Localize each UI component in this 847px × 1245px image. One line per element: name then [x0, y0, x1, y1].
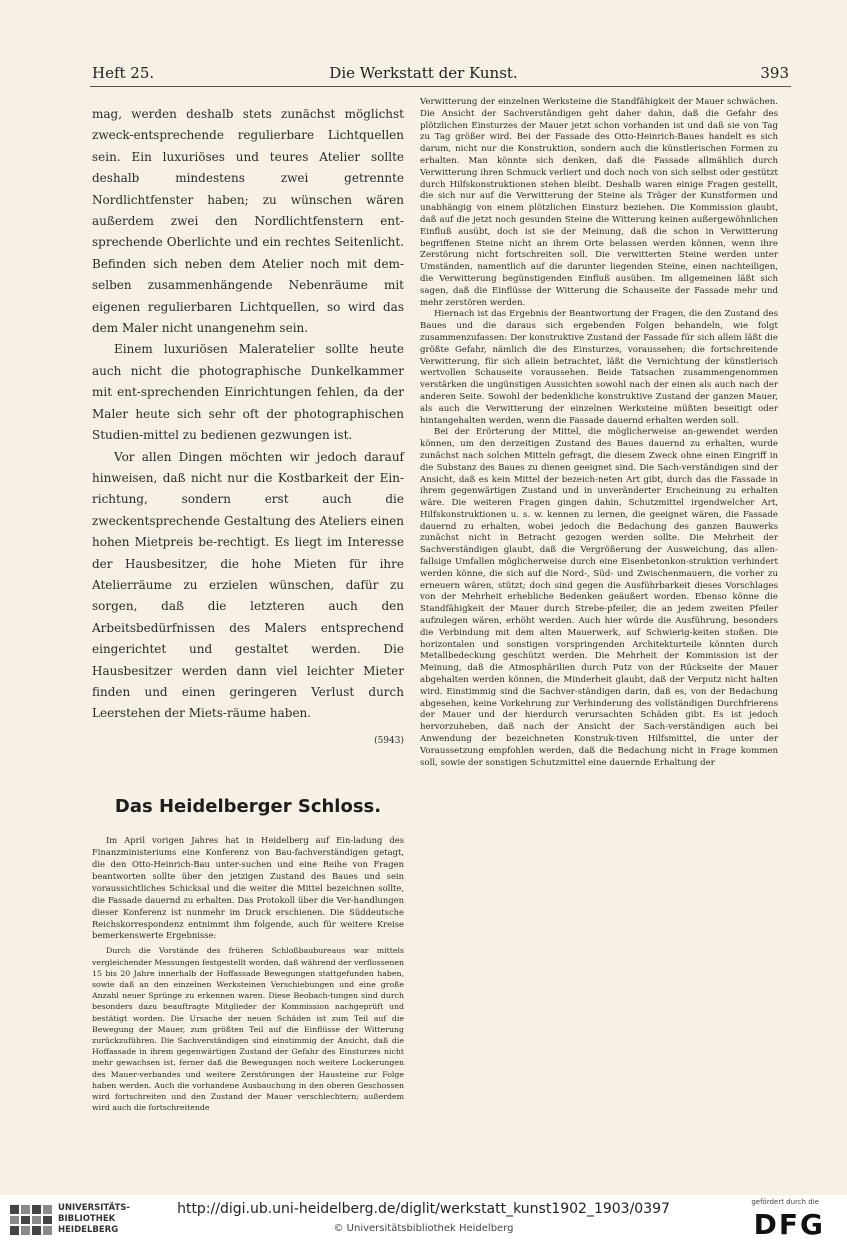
running-title: Die Werkstatt der Kunst. — [329, 64, 518, 82]
permalink[interactable]: http://digi.ub.uni-heidelberg.de/diglit/werkstatt_kunst1902_1903/0397 — [177, 1201, 670, 1217]
article-title: Das Heidelberger Schloss. — [114, 796, 382, 818]
page-number: 393 — [760, 64, 789, 82]
paragraph: Vor allen Dingen möchten wir jedoch darauf hinweisen, daß nicht nur die Kostbarkeit der Ein-richtung, sondern erst auch die zweckentsprechende Gestaltung des Ateliers einen hohen Mietpreis be-rechtigt. Es liegt im Interesse der Hausbesitzer, die hohe Mieten für ihre Atelierräume zu erzielen wünschen, dafür zu sorgen, daß die letzteren auch den Arbeitsbedürfnissen des Malers entsprechend eingerichtet und gestaltet werden. Die Hausbesitzer werden dann viel leichter Mieter finden und einen geringeren Verlust durch Leerstehen der Miets-räume haben. — [92, 449, 404, 721]
funder-label: gefördert durch die — [751, 1198, 819, 1206]
right-column — [420, 97, 778, 769]
paragraph: Verwitterung der einzelnen Werksteine die Standfähigkeit der Mauer schwächen. Die Ansicht der Sachverständigen geht daher dahin, daß die Gefahr des plötzlichen Einsturzes der Mauer jetzt schon vorhanden ist und daß sie von Tag zu Tag größer wird. Bei der Fassade des Otto-Heinrich-Baues handelt es sich darum, nicht nur die Konstruktion, sondern auch die künstlerischen Formen zu erhalten. Man könnte sich denken, daß die Fassade allmählich durch Verwitterung ihren Schmuck verliert und doch noch von sich selbst oder gestützt durch Hilfskonstruktionen stehen bleibt. Deshalb waren einige Fragen gestellt, die sich nur auf die Verwitterung der Steine als Träger der Kunstformen und unabhängig von einem plötzlichen Einsturz beziehen. Die Kommission glaubt, daß auf die jetzt noch gesunden Steine die Witterung keinen außergewöhnlichen Einfluß ausübt, doch ist sie der Meinung, daß die schon in Verwitterung begriffenen Steine nicht an ihrem Orte belassen werden können, wenn ihre Zerstörung nicht fortschreiten soll. Die verwitterten Steine werden unter Umständen, namentlich auf die darunter liegenden Steine, einen nachteiligen, die Verwitterung begünstigenden Einfluß ausüben. Im allgemeinen läßt sich sagen, daß die Einflüsse der Witterung die Schauseite der Fassade mehr und mehr zerstören werden. — [420, 97, 778, 308]
paragraph: Hiernach ist das Ergebnis der Beantwortung der Fragen, die den Zustand des Baues und die daraus sich ergebenden Folgen behandeln, wie folgt zusammenzufassen: Der konstruktive Zustand der Fassade für sich allein läßt die größte Gefahr, nämlich die des Einsturzes, voraussehen; die fortschreitende Verwitterung, für sich allein betrachtet, läßt die Vernichtung der künstlerisch wertvollen Schauseite voraussehen. Beide Tatsachen zusammengenommen verstärken die ungünstigen Aussichten sowohl nach der einen als auch nach der anderen Seite. Sowohl der bedenkliche konstruktive Zustand der ganzen Mauer, als auch die Verwitterung der einzelnen Werksteine müßten beseitigt oder hintangehalten werden, wenn die Fassade dauernd erhalten werden soll. — [420, 309, 778, 426]
paragraph: Im April vorigen Jahres hat in Heidelberg auf Ein-ladung des Finanzministeriums eine Konferenz von Bau-fachverständigen getagt, die den Otto-Heinrich-Bau unter-suchen und eine Reihe von Fragen beantworten sollte über den jetzigen Zustand des Baues und sein voraussichtliches Schicksal und die weiter die Mittel bezeichnen sollte, die Fassade dauernd zu erhalten. Das Protokoll über die Ver-handlungen dieser Konferenz ist nunmehr im Druck erschienen. Die Süddeutsche Reichskorrespondenz entnimmt ihm folgende, auch für weitere Kreise bemerkenswerte Ergebnisse: — [92, 835, 404, 941]
article-continuation — [420, 97, 778, 769]
dfg-logo: DFG — [753, 1208, 825, 1241]
copyright-notice: © Universitätsbibliothek Heidelberg — [333, 1223, 514, 1234]
paragraph: Einem luxuriösen Maleratelier sollte heute auch nicht die photographische Dunkelkammer mit ent-sprechenden Einrichtungen fehlen, da der Maler heute sich sehr oft der photographischen Studien-mittel zu bedienen gezwungen ist. — [92, 342, 404, 443]
article-intro — [92, 835, 404, 942]
atelier-article-end — [92, 104, 404, 746]
header-rule — [90, 86, 791, 87]
paragraph: Bei der Erörterung der Mittel, die möglicherweise an-gewendet werden können, um den derzeitigen Zustand des Baues dauernd zu erhalten, wurde zunächst nach solchen Mitteln gefragt, die diesem Zweck ohne einen Eingriff in die Substanz des Baues zu dienen geeignet sind. Die Sach-verständigen sind der Ansicht, daß es kein Mittel der bezeich-neten Art gibt, durch das die Fassade in ihrem gegenwärtigen Zustand und in unveränderter Erscheinung zu erhalten wäre. Die weiteren Fragen gingen dahin, Schutzmittel irgendwelcher Art, Hilfskonstruktionen u. s. w. kennen zu lernen, die geeignet wären, die Fassade dauernd zu erhalten, wobei jedoch die Bedachung des ganzen Bauwerks zunächst nicht in Betracht gezogen werden sollte. Die Mehrheit der Sachverständigen glaubt, daß die Vergrößerung der Ausweichung, das allen-fallsige Umfallen möglicherweise durch eine Eisenbetonkon-struktion verhindert werden könne, die sich auf die Nord-, Süd- und Zwischenmauern, die vorher zu erneuern wären, stützt; doch sind gegen die Ausführbarkeit dieses Vorschlages von der Mehrheit erhebliche Bedenken geäußert worden. Ebenso könne die Standfähigkeit der Mauer durch Strebe-pfeiler, die an jedem zweiten Pfeiler aufzulegen wären, erhöht werden. Auch hier würde die Ausführung, besonders die Verbindung mit dem alten Mauerwerk, auf Schwierig-keiten stoßen. Die horizontalen und sonstigen vorspringenden Architekturteile könnten durch Metallbedeckung geschützt werden. Die Mehrheit der Kommission ist der Meinung, daß die Atmosphärilien durch Putz von der Rückseite der Mauer abgehalten werden können, die Minderheit glaubt, daß der Verputz nicht halten wird. Einstimmig sind die Sachver-ständigen darin, daß es, von der Bedachung abgesehen, keine Vorkehrung zur Verhinderung des vollständigen Durchfrierens der Mauer und der hierdurch verursachten Schäden gibt. Es ist jedoch hervorzuheben, daß nach der Ansicht der Sach-verständigen auch bei Anwendung der bezeichneten Konstruk-tiven Hilfsmittel, die unter der Voraussetzung empfohlen werden, daß die Bedachung nicht in Frage kommen soll, sowie der sonstigen Schutzmittel eine dauernde Erhaltung der — [420, 427, 778, 768]
footer-bar — [0, 1195, 847, 1245]
library-name: UNIVERSITÄTS- BIBLIOTHEK HEIDELBERG — [58, 1203, 130, 1235]
left-column — [92, 104, 404, 1113]
issue-number: Heft 25. — [92, 64, 155, 82]
paragraph: mag, werden deshalb stets zunächst möglichst zweck-entsprechende regulierbare Lichtquellen sein. Ein luxuriöses und teures Atelier sollte deshalb mindestens zwei getrennte Nordlichtfenster haben; zu wünschen wären außerdem zwei den Nordlichtfenstern ent-sprechende Oberlichte und ein rechtes Seitenlicht. Befinden sich neben dem Atelier noch mit dem-selben zusammenhängende Nebenräume mit eigenen regulierbaren Lichtquellen, so wird das dem Maler nicht unangenehm sein. — [92, 107, 404, 336]
article-signature: (5943) — [374, 735, 404, 746]
article-quote — [92, 945, 404, 1113]
paragraph: Durch die Vorstände des früheren Schloßbaubureaus war mittels vergleichender Messungen festgestellt worden, daß während der verflossenen 15 bis 20 Jahre innerhalb der Hoffassade Bewegungen stattgefunden haben, sowie daß an den einzelnen Werksteinen Verschiebungen und eine große Anzahl neuer Sprünge zu erkennen waren. Diese Beobach-tungen sind durch besonders dazu beauftragte Mitglieder der Kommission nachgeprüft und bestätigt worden. Die Ursache der neuen Schäden ist zum Teil auf die Bewegung der Mauer, zum größten Teil auf die Einflüsse der Witterung zurückzuführen. Die Sachverständigen sind einstimmig der Ansicht, daß die Hoffassade in ihrem gegenwärtigen Zustand der Gefahr des Einsturzes nicht mehr gewachsen ist, ferner daß die Bewegungen noch weitere Lockerungen des Mauer-verbandes und weitere Zerstörungen der Hausteine zur Folge haben werden. Auch die vorhandene Ausbauchung in den oberen Geschossen wird fortschreiten und den Zustand der Mauer verschlechtern; außerdem wird auch die fortschreitende — [92, 946, 404, 1113]
